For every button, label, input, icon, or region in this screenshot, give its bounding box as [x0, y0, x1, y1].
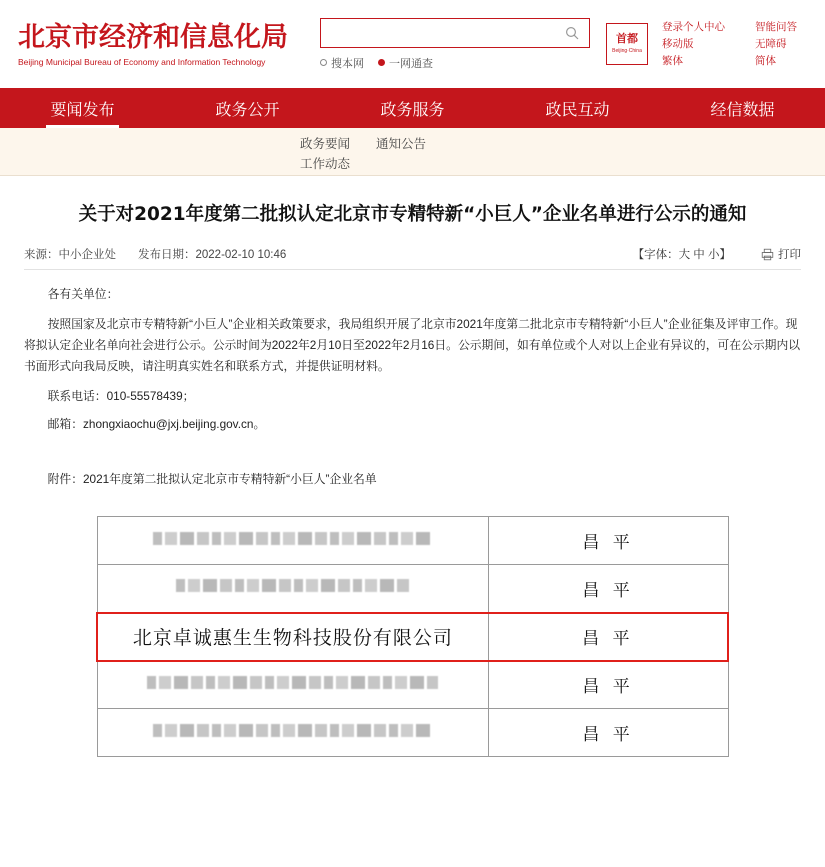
subnav-item-work-updates[interactable]: 工作动态 [300, 157, 351, 171]
company-name-cell [97, 661, 488, 709]
search-scope-option-all[interactable] [378, 55, 433, 71]
table-row [97, 709, 728, 757]
article-attachment: 附件：2021年度第二批拟认定北京市专精特新“小巨人”企业名单 [47, 472, 377, 486]
table-row [97, 661, 728, 709]
sub-nav [0, 128, 825, 176]
header-links-col-1 [662, 21, 725, 68]
sub-nav-row-1 [300, 134, 825, 154]
article-salutation: 各有关单位： [47, 287, 119, 301]
nav-label-data: 经信数据 [710, 99, 775, 119]
company-area-cell: 昌 平 [488, 709, 728, 757]
article-body [24, 284, 801, 490]
table-row [97, 517, 728, 565]
article-meta-left [24, 246, 286, 262]
nav-label-public-interaction: 政民互动 [545, 99, 610, 119]
nav-label-government-services: 政务服务 [380, 99, 445, 119]
company-list-table-wrap [24, 516, 801, 757]
nav-item-public-interaction[interactable] [495, 88, 660, 128]
table-row [97, 565, 728, 613]
redacted-text [153, 724, 433, 737]
capital-window-seal[interactable] [606, 23, 648, 65]
article-paragraph-1: 按照国家及北京市专精特新“小巨人”企业相关政策要求，我局组织开展了北京市2021年度第二批北京市专精特新“小巨人”企业征集及评审工作。现将拟认定企业名单向社会进行公示。公示时间为2022年2月10日至2022年2月16日。公示期间，如有单位或个人对以上企业有异议的，可在公示期内以书面形式向我局反映，请注明真实姓名和联系方式，并提供证明材料。 [24, 317, 801, 373]
article [0, 202, 825, 757]
article-contact-phone: 联系电话：010-55578439； [47, 389, 195, 403]
sub-nav-row-2 [300, 154, 825, 174]
redacted-text [176, 579, 409, 592]
subnav-item-announcements[interactable]: 通知公告 [376, 137, 427, 151]
redacted-text [147, 676, 438, 689]
article-publish-date: 发布日期：2022-02-10 10:46 [138, 249, 287, 261]
search-icon[interactable] [555, 19, 589, 47]
nav-item-news[interactable] [0, 88, 165, 128]
radio-selected-icon [378, 59, 385, 66]
site-logo[interactable] [18, 22, 310, 67]
print-button[interactable] [761, 246, 801, 262]
page-title: 关于对2021年度第二批拟认定北京市专精特新“小巨人”企业名单进行公示的通知 [78, 204, 747, 225]
link-simplified-chinese[interactable]: 简体 [755, 54, 776, 67]
radio-icon [320, 59, 327, 66]
search-scope-label-all: 一网通查 [389, 57, 433, 70]
article-meta-right [633, 246, 801, 262]
article-meta [24, 246, 801, 270]
link-personal-center[interactable]: 登录个人中心 [662, 20, 725, 33]
company-area-cell: 昌 平 [488, 565, 728, 613]
print-label: 打印 [778, 249, 801, 261]
company-name-cell [97, 709, 488, 757]
nav-label-government-openness: 政务公开 [215, 99, 280, 119]
nav-item-government-openness[interactable] [165, 88, 330, 128]
site-header [0, 0, 825, 88]
subnav-item-government-news[interactable]: 政务要闻 [300, 137, 351, 151]
seal-label-en: Beijing·China [612, 47, 642, 54]
seal-label-cn: 首都 [616, 32, 638, 45]
company-area-cell: 昌 平 [488, 613, 728, 661]
logo-title-en: Beijing Municipal Bureau of Economy and Information Technology [18, 56, 266, 67]
company-area-cell: 昌 平 [488, 661, 728, 709]
search-scope-label-site: 搜本网 [331, 57, 364, 70]
search-bar[interactable] [320, 18, 590, 48]
link-mobile-version[interactable]: 移动版 [662, 37, 694, 50]
printer-icon [761, 248, 774, 261]
article-contact-email: 邮箱：zhongxiaochu@jxj.beijing.gov.cn。 [47, 417, 266, 431]
search-scope-option-site[interactable] [320, 55, 364, 71]
link-traditional-chinese[interactable]: 繁体 [662, 54, 683, 67]
font-size-control[interactable]: 【字体：大 中 小】 [632, 249, 731, 261]
company-name-cell [97, 565, 488, 613]
company-name-cell: 北京卓诚惠生生物科技股份有限公司 [97, 613, 488, 661]
redacted-text [153, 532, 433, 545]
main-nav [0, 88, 825, 128]
search-block [320, 18, 590, 71]
header-links-col-2 [755, 21, 797, 68]
search-input[interactable] [321, 19, 555, 47]
nav-item-government-services[interactable] [330, 88, 495, 128]
company-area-cell: 昌 平 [488, 517, 728, 565]
link-accessibility[interactable]: 无障碍 [755, 37, 787, 50]
nav-item-data[interactable] [660, 88, 825, 128]
search-scope-options [320, 55, 590, 71]
header-links [662, 21, 797, 68]
company-list-table [96, 516, 729, 757]
logo-title-cn: 北京市经济和信息化局 [18, 21, 288, 53]
article-source: 来源：中小企业处 [24, 249, 116, 261]
table-row-highlighted [97, 613, 728, 661]
company-name-cell [97, 517, 488, 565]
nav-label-news: 要闻发布 [50, 99, 115, 119]
link-smart-qa[interactable]: 智能问答 [755, 20, 797, 33]
